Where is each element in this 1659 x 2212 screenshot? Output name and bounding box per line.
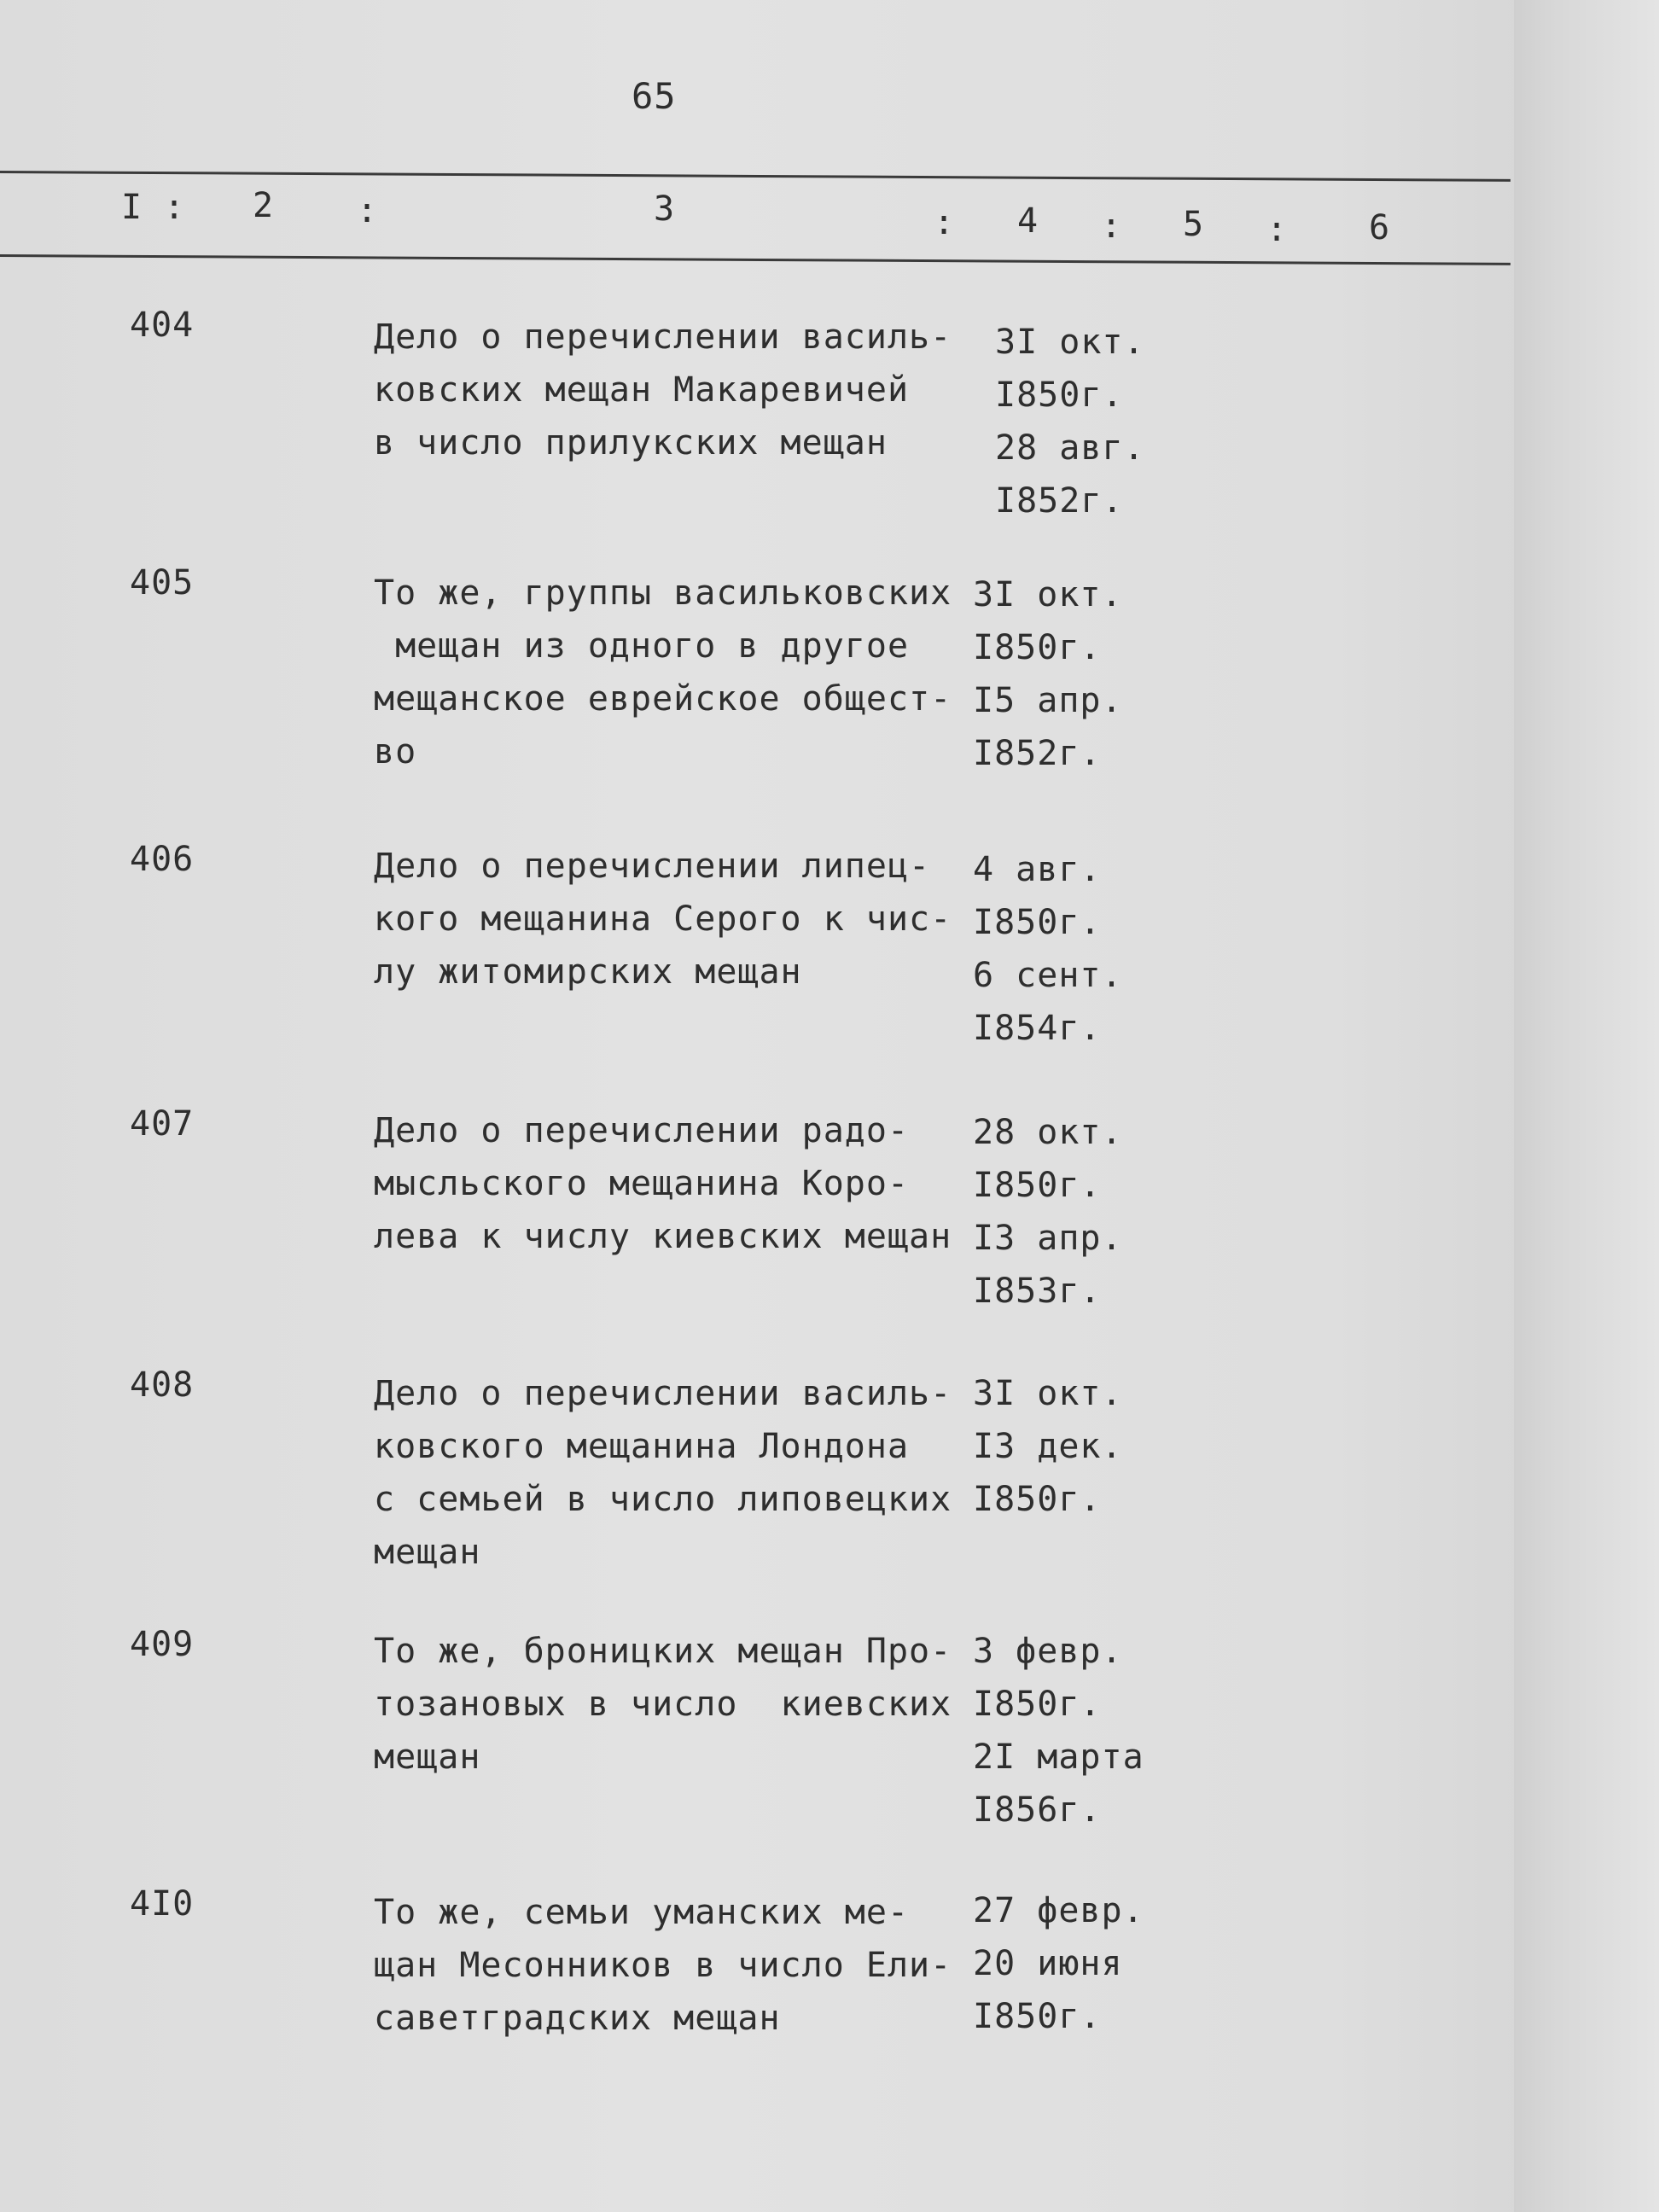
description-line: лева к числу киевских мещан [374, 1217, 952, 1256]
header-separator: : [1101, 207, 1123, 246]
date-line: I850г. [973, 903, 1102, 942]
entry-dates [973, 568, 1123, 780]
entry-dates [973, 1106, 1123, 1318]
header-separator: : [357, 191, 379, 230]
description-line: ковских мещан Макаревичей [374, 370, 910, 410]
entry-description [374, 1886, 988, 2045]
description-line: лу житомирских мещан [374, 952, 802, 992]
entry-description [374, 1367, 988, 1579]
date-line: 28 авг. [995, 428, 1145, 468]
description-line: саветградских мещан [374, 1999, 781, 2038]
header-col1: I [121, 188, 143, 227]
date-line: I850г. [973, 1166, 1102, 1205]
date-line: 28 окт. [973, 1113, 1123, 1152]
description-line: Дело о перечислении василь- [374, 1374, 952, 1413]
description-line: мещан из одного в другое [374, 626, 910, 666]
date-line: I850г. [973, 1685, 1102, 1724]
date-line: I850г. [973, 1997, 1102, 2036]
date-line: I5 апр. [973, 681, 1123, 720]
date-line: 2I марта [973, 1738, 1144, 1777]
header-separator: : [164, 188, 186, 227]
header-col6: 6 [1369, 208, 1391, 247]
entry-number: 404 [130, 306, 195, 345]
page-number: 65 [632, 75, 677, 117]
entry-number: 407 [130, 1104, 195, 1144]
header-col4: 4 [1017, 201, 1039, 241]
entry-number: 4I0 [130, 1884, 195, 1924]
entry-dates [973, 1367, 1123, 1526]
description-line: То же, семьи уманских ме- [374, 1893, 910, 1932]
description-line: мещанское еврейское общест- [374, 679, 952, 719]
header-bottom-rule [0, 254, 1511, 265]
date-line: 27 февр. [973, 1891, 1144, 1930]
description-line: в число прилукских мещан [374, 423, 888, 463]
date-line: 3 февр. [973, 1632, 1123, 1671]
date-line: 6 сент. [973, 956, 1123, 995]
description-line: То же, группы васильковских [374, 573, 952, 613]
entry-description [374, 1625, 988, 1784]
header-separator: : [934, 203, 956, 242]
entry-description [374, 1104, 988, 1263]
date-line: 3I окт. [973, 1374, 1123, 1413]
entry-number: 406 [130, 840, 195, 879]
page-edge-shadow [1514, 0, 1659, 2212]
date-line: I850г. [973, 1480, 1102, 1519]
description-line: ковского мещанина Лондона [374, 1427, 910, 1466]
description-line: Дело о перечислении василь- [374, 317, 952, 357]
header-col2: 2 [253, 186, 275, 225]
description-line: во [374, 732, 417, 771]
description-line: мещан [374, 1738, 481, 1777]
description-line: Дело о перечислении радо- [374, 1111, 910, 1150]
entry-description [374, 311, 988, 469]
description-line: мещан [374, 1533, 481, 1572]
description-line: тозановых в число киевских [374, 1685, 952, 1724]
entry-description [374, 567, 988, 778]
entry-dates [973, 1884, 1144, 2043]
header-separator: : [1266, 210, 1289, 249]
entry-dates [973, 1625, 1144, 1837]
entry-number: 405 [130, 563, 195, 602]
date-line: 3I окт. [995, 323, 1145, 362]
header-top-rule [0, 171, 1511, 182]
entry-number: 409 [130, 1625, 195, 1664]
date-line: I852г. [995, 481, 1124, 521]
date-line: I850г. [995, 375, 1124, 415]
date-line: 20 июня [973, 1944, 1123, 1983]
date-line: I852г. [973, 734, 1102, 773]
description-line: Дело о перечислении липец- [374, 847, 931, 886]
header-col5: 5 [1183, 205, 1205, 244]
date-line: I854г. [973, 1009, 1102, 1048]
entry-number: 408 [130, 1365, 195, 1405]
date-line: I3 апр. [973, 1219, 1123, 1258]
date-line: 3I окт. [973, 575, 1123, 614]
entry-dates [973, 843, 1123, 1055]
description-line: щан Месонников в число Ели- [374, 1946, 952, 1985]
entry-description [374, 840, 988, 998]
date-line: I856г. [973, 1790, 1102, 1830]
header-col3: 3 [654, 189, 676, 229]
description-line: с семьей в число липовецких [374, 1480, 952, 1519]
description-line: кого мещанина Серого к чис- [374, 899, 952, 939]
date-line: 4 авг. [973, 850, 1102, 889]
description-line: То же, броницких мещан Про- [374, 1632, 952, 1671]
entry-dates [995, 316, 1145, 527]
description-line: мысльского мещанина Коро- [374, 1164, 910, 1203]
date-line: I3 дек. [973, 1427, 1123, 1466]
date-line: I850г. [973, 628, 1102, 667]
date-line: I853г. [973, 1272, 1102, 1311]
